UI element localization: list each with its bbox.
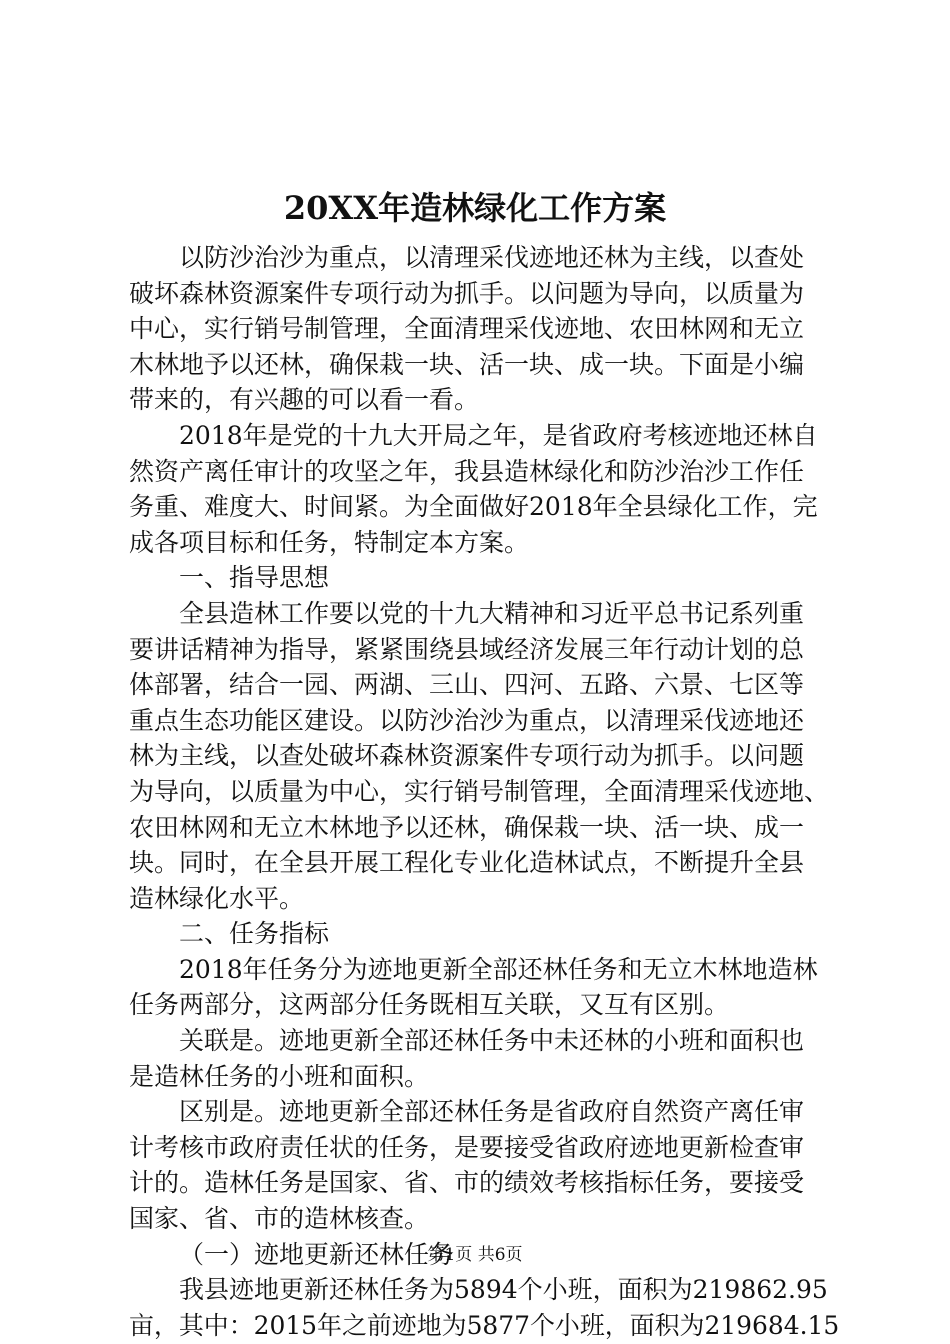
text-line: 2018年是党的十九大开局之年，是省政府考核迹地还林自 bbox=[179, 420, 818, 450]
text-line: 计的。造林任务是国家、省、市的绩效考核指标任务，要接受 bbox=[129, 1168, 805, 1198]
text-line: 重点生态功能区建设。以防沙治沙为重点，以清理采伐迹地还 bbox=[129, 705, 805, 735]
text-line: 以防沙治沙为重点，以清理采伐迹地还林为主线，以查处 bbox=[179, 243, 805, 272]
text-line: 是造林任务的小班和面积。 bbox=[129, 1061, 430, 1091]
text-line: 二、任务指标 bbox=[179, 919, 330, 949]
text-line: 造林绿化水平。 bbox=[129, 883, 305, 913]
text-line: 块。同时，在全县开展工程化专业化造林试点，不断提升全县 bbox=[129, 848, 805, 878]
text-line: 带来的，有兴趣的可以看一看。 bbox=[129, 385, 480, 415]
document-body bbox=[129, 240, 839, 1343]
text-line: 2018年任务分为迹地更新全部还林任务和无立木林地造林 bbox=[179, 954, 818, 984]
text-line: 任务两部分，这两部分任务既相互关联，又互有区别。 bbox=[129, 990, 730, 1020]
text-line: 一、指导思想 bbox=[179, 563, 330, 593]
text-line: 体部署，结合一园、两湖、三山、四河、五路、六景、七区等 bbox=[129, 670, 805, 700]
text-line: 务重、难度大、时间紧。为全面做好2018年全县绿化工作，完 bbox=[129, 492, 818, 522]
text-line: 要讲话精神为指导，紧紧围绕县域经济发展三年行动计划的总 bbox=[129, 634, 805, 664]
text-line: 为导向，以质量为中心，实行销号制管理，全面清理采伐迹地、 bbox=[129, 776, 830, 806]
text-line: 国家、省、市的造林核查。 bbox=[129, 1204, 430, 1234]
text-line: 区别是。迹地更新全部还林任务是省政府自然资产离任审 bbox=[179, 1097, 805, 1127]
document-title: 20XX年造林绿化工作方案 bbox=[283, 189, 667, 227]
text-line: 破坏森林资源案件专项行动为抓手。以问题为导向，以质量为 bbox=[129, 278, 805, 308]
text-line: 关联是。迹地更新全部还林任务中未还林的小班和面积也 bbox=[179, 1026, 805, 1056]
text-line: 亩，其中：2015年之前迹地为5877个小班，面积为219684.15 bbox=[129, 1310, 840, 1340]
text-line: 我县迹地更新还林任务为5894个小班，面积为219862.95 bbox=[179, 1275, 828, 1305]
text-line: 林为主线，以查处破坏森林资源案件专项行动为抓手。以问题 bbox=[129, 741, 805, 771]
text-line: 农田林网和无立木林地予以还林，确保栽一块、活一块、成一 bbox=[129, 812, 805, 842]
text-line: 计考核市政府责任状的任务，是要接受省政府迹地更新检查审 bbox=[129, 1132, 805, 1162]
text-line: 木林地予以还林，确保栽一块、活一块、成一块。下面是小编 bbox=[129, 349, 805, 379]
text-line: （一）迹地更新还林任务 bbox=[179, 1239, 455, 1269]
text-line: 中心，实行销号制管理，全面清理采伐迹地、农田林网和无立 bbox=[129, 314, 805, 344]
text-line: 全县造林工作要以党的十九大精神和习近平总书记系列重 bbox=[179, 598, 805, 628]
text-line: 然资产离任审计的攻坚之年，我县造林绿化和防沙治沙工作任 bbox=[129, 456, 805, 486]
page-footer: 第1页 共6页 bbox=[427, 1245, 523, 1265]
text-line: 成各项目标和任务，特制定本方案。 bbox=[129, 527, 530, 557]
